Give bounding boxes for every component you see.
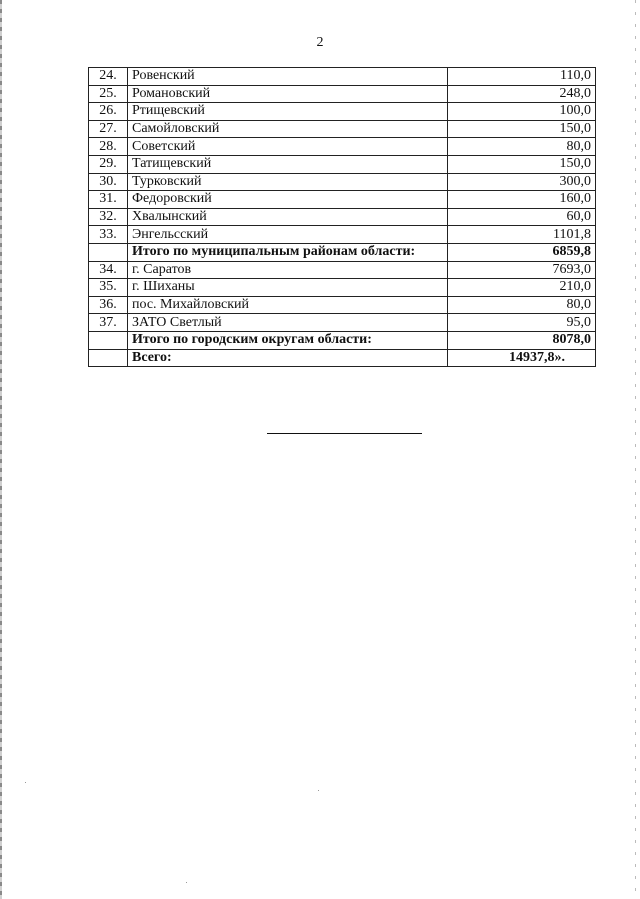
row-number: 30. <box>89 173 128 191</box>
scan-speck <box>186 882 187 883</box>
row-name: г. Шиханы <box>128 279 448 297</box>
row-name: пос. Михайловский <box>128 296 448 314</box>
row-number <box>89 349 128 367</box>
page-number: 2 <box>316 35 324 50</box>
row-number: 26. <box>89 103 128 121</box>
row-number: 34. <box>89 261 128 279</box>
table-row <box>89 103 596 121</box>
row-number: 32. <box>89 208 128 226</box>
row-number: 33. <box>89 226 128 244</box>
row-number <box>89 243 128 261</box>
scan-edge-right <box>635 0 636 899</box>
table-row <box>89 226 596 244</box>
table-row <box>89 155 596 173</box>
row-value: 60,0 <box>448 208 596 226</box>
row-name: Хвалынский <box>128 208 448 226</box>
row-number: 37. <box>89 314 128 332</box>
table-row <box>89 314 596 332</box>
row-name: ЗАТО Светлый <box>128 314 448 332</box>
row-value: 248,0 <box>448 85 596 103</box>
row-value: 95,0 <box>448 314 596 332</box>
row-value: 100,0 <box>448 103 596 121</box>
row-value: 150,0 <box>448 120 596 138</box>
table-row <box>89 296 596 314</box>
table-row <box>89 191 596 209</box>
scan-edge-left <box>0 0 2 899</box>
row-name: Самойловский <box>128 120 448 138</box>
row-name: Татищевский <box>128 155 448 173</box>
row-value: 150,0 <box>448 155 596 173</box>
table-row <box>89 85 596 103</box>
row-number <box>89 331 128 349</box>
row-name: Романовский <box>128 85 448 103</box>
row-name: Турковский <box>128 173 448 191</box>
table-row <box>89 120 596 138</box>
row-name: Энгельсский <box>128 226 448 244</box>
table-total-row <box>89 349 596 367</box>
table-row <box>89 68 596 86</box>
row-number: 29. <box>89 155 128 173</box>
row-number: 25. <box>89 85 128 103</box>
row-value: 210,0 <box>448 279 596 297</box>
table-total-row <box>89 243 596 261</box>
row-name: Советский <box>128 138 448 156</box>
row-name: Ровенский <box>128 68 448 86</box>
row-number: 24. <box>89 68 128 86</box>
table-row <box>89 173 596 191</box>
row-name: Всего: <box>128 349 448 367</box>
row-name: г. Саратов <box>128 261 448 279</box>
row-value: 1101,8 <box>448 226 596 244</box>
row-name: Ртищевский <box>128 103 448 121</box>
scan-speck <box>318 790 319 791</box>
row-value: 160,0 <box>448 191 596 209</box>
table-row <box>89 138 596 156</box>
table-row <box>89 261 596 279</box>
allocation-table <box>88 67 596 367</box>
row-value: 8078,0 <box>448 331 596 349</box>
row-number: 36. <box>89 296 128 314</box>
row-value: 80,0 <box>448 138 596 156</box>
row-value: 7693,0 <box>448 261 596 279</box>
row-number: 35. <box>89 279 128 297</box>
row-name: Итого по муниципальным районам области: <box>128 243 448 261</box>
row-value: 300,0 <box>448 173 596 191</box>
scan-speck <box>25 782 26 783</box>
row-number: 31. <box>89 191 128 209</box>
row-value: 6859,8 <box>448 243 596 261</box>
row-number: 27. <box>89 120 128 138</box>
row-value: 14937,8». <box>448 349 596 367</box>
row-number: 28. <box>89 138 128 156</box>
table-row <box>89 279 596 297</box>
table-total-row <box>89 331 596 349</box>
row-name: Федоровский <box>128 191 448 209</box>
table-body <box>89 68 596 367</box>
table-row <box>89 208 596 226</box>
row-name: Итого по городским округам области: <box>128 331 448 349</box>
row-value: 110,0 <box>448 68 596 86</box>
row-value: 80,0 <box>448 296 596 314</box>
end-rule <box>267 433 422 434</box>
